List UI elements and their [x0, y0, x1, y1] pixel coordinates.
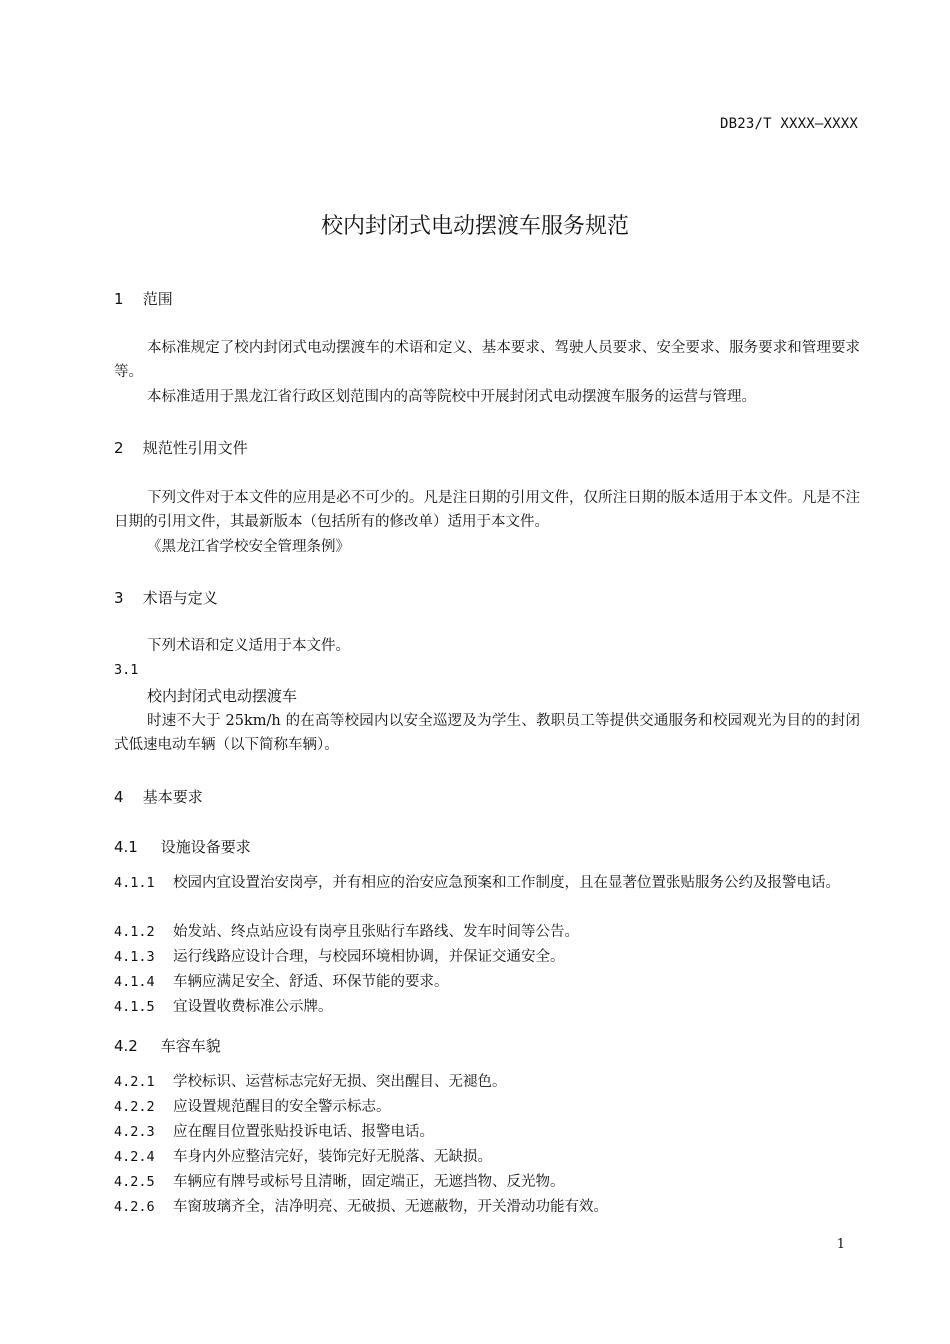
- clause-number: 4.1.5: [114, 999, 155, 1015]
- clause-4-2-1: [114, 1070, 860, 1094]
- clause-4-1-2: [114, 920, 860, 944]
- term-name: 校内封闭式电动摆渡车: [147, 687, 298, 705]
- section-number: 2: [114, 439, 124, 457]
- clause-text: 运行线路应设计合理，与校园环境相协调，并保证交通安全。: [173, 949, 565, 965]
- section-number: 4: [114, 788, 124, 806]
- clause-number: 4.2.1: [114, 1074, 155, 1090]
- subsection-4-1-heading: [114, 836, 251, 857]
- clause-text: 车身内外应整洁完好，装饰完好无脱落、无缺损。: [173, 1149, 492, 1165]
- section-1-paragraph-2: 本标准适用于黑龙江省行政区划范围内的高等院校中开展封闭式电动摆渡车服务的运营与管理。: [147, 389, 756, 405]
- section-2-paragraph-1: 下列文件对于本文件的应用是必不可少的。凡是注日期的引用文件，仅所注日期的版本适用于本文件。凡是不注日期的引用文件，其最新版本（包括所有的修改单）适用于本文件。: [114, 490, 860, 530]
- clause-text: 始发站、终点站应设有岗亭且张贴行车路线、发车时间等公告。: [173, 924, 579, 940]
- clause-number: 4.1.3: [114, 949, 155, 965]
- clause-number: 4.2.5: [114, 1174, 155, 1190]
- clause-text: 应在醒目位置张贴投诉电话、报警电话。: [173, 1124, 434, 1140]
- section-1-heading: [114, 288, 173, 309]
- clause-4-1-1: [114, 871, 860, 895]
- section-2-heading: [114, 437, 248, 458]
- clause-text: 学校标识、运营标志完好无损、突出醒目、无褪色。: [173, 1074, 507, 1090]
- clause-number: 4.2.3: [114, 1124, 155, 1140]
- clause-4-1-4: [114, 970, 860, 994]
- clause-text: 车辆应满足安全、舒适、环保节能的要求。: [173, 974, 449, 990]
- clause-number: 4.2.2: [114, 1099, 155, 1115]
- clause-number: 4.2.4: [114, 1149, 155, 1165]
- section-3-heading: [114, 587, 218, 608]
- clause-4-2-6: [114, 1195, 860, 1219]
- term-number: 3.1: [114, 662, 139, 678]
- document-title: 校内封闭式电动摆渡车服务规范: [320, 214, 629, 239]
- page-number: 1: [836, 1237, 845, 1252]
- clause-number: 4.1.4: [114, 974, 155, 990]
- clause-text: 校园内宜设置治安岗亭，并有相应的治安应急预案和工作制度，且在显著位置张贴服务公约及报警电话。: [173, 875, 840, 891]
- section-title: 基本要求: [142, 788, 203, 806]
- clause-number: 4.2.6: [114, 1199, 155, 1215]
- clause-text: 宜设置收费标准公示牌。: [173, 999, 333, 1015]
- subsection-title: 车容车貌: [160, 1037, 221, 1055]
- clause-4-1-5: [114, 995, 860, 1019]
- clause-text: 车辆应有牌号或标号且清晰，固定端正，无遮挡物、反光物。: [173, 1174, 565, 1190]
- clause-4-2-4: [114, 1145, 860, 1169]
- clause-4-2-5: [114, 1170, 860, 1194]
- section-title: 规范性引用文件: [142, 439, 248, 457]
- normative-reference: 《黑龙江省学校安全管理条例》: [147, 539, 350, 555]
- clause-text: 车窗玻璃齐全，洁净明亮、无破损、无遮蔽物，开关滑动功能有效。: [173, 1199, 608, 1215]
- clause-number: 4.1.2: [114, 924, 155, 940]
- section-number: 1: [114, 290, 124, 308]
- subsection-number: 4.2: [114, 1037, 138, 1055]
- section-3-paragraph-1: 下列术语和定义适用于本文件。: [147, 638, 350, 654]
- clause-4-2-2: [114, 1095, 860, 1119]
- section-4-heading: [114, 786, 203, 807]
- section-number: 3: [114, 589, 124, 607]
- subsection-4-2-heading: [114, 1035, 221, 1056]
- clause-4-1-3: [114, 945, 860, 969]
- subsection-number: 4.1: [114, 838, 138, 856]
- clause-text: 应设置规范醒目的安全警示标志。: [173, 1099, 391, 1115]
- section-title: 范围: [142, 290, 173, 308]
- standard-code: DB23/T XXXX—XXXX: [719, 116, 858, 132]
- section-title: 术语与定义: [142, 589, 218, 607]
- clause-number: 4.1.1: [114, 875, 155, 891]
- clause-4-2-3: [114, 1120, 860, 1144]
- term-definition: 时速不大于 25km/h 的在高等校园内以安全巡逻及为学生、教职员工等提供交通服务和校园观光为目的的封闭式低速电动车辆（以下简称车辆）。: [114, 713, 860, 753]
- subsection-title: 设施设备要求: [160, 838, 251, 856]
- section-1-paragraph-1: 本标准规定了校内封闭式电动摆渡车的术语和定义、基本要求、驾驶人员要求、安全要求、服务要求和管理要求等。: [114, 340, 860, 380]
